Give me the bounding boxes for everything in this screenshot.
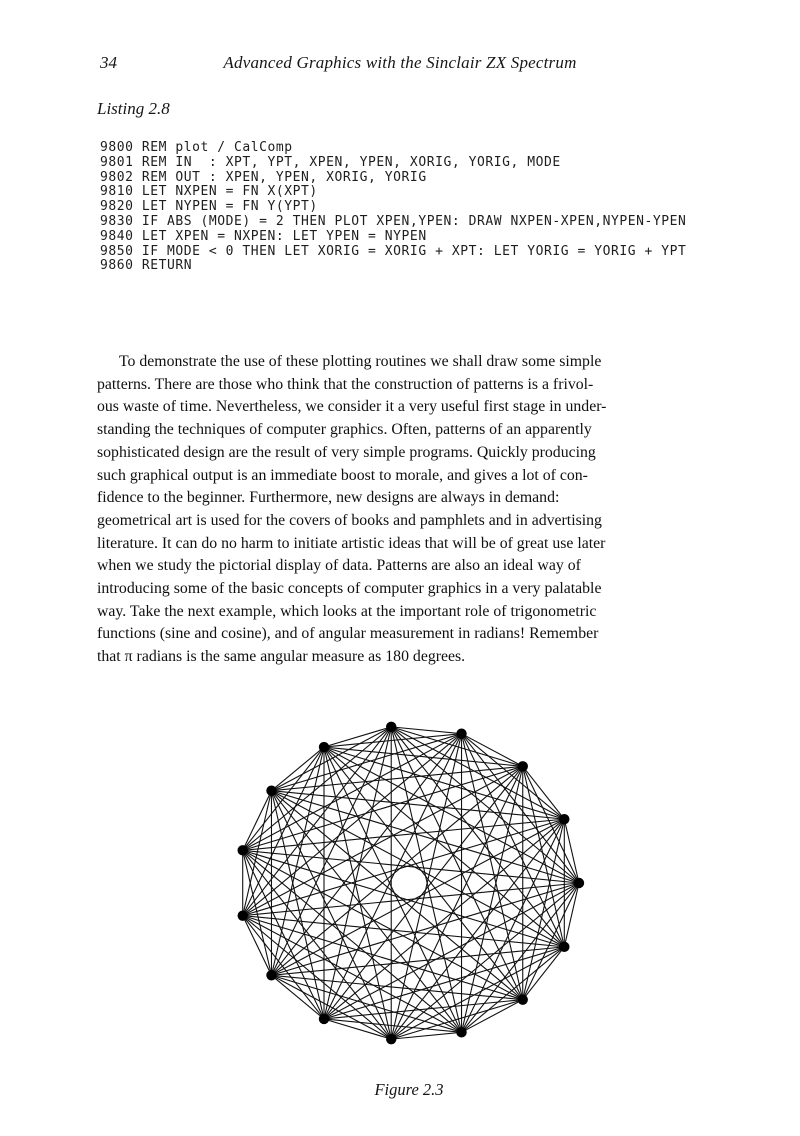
text-line: geometrical art is used for the covers of books and pamphlets and in advertising <box>97 511 602 529</box>
text-line: literature. It can do no harm to initiate artistic ideas that will be of great use later <box>97 534 606 552</box>
text-line: fidence to the beginner. Furthermore, new designs are always in demand: <box>97 489 560 507</box>
text-line: way. Take the next example, which looks at the important role of trigonometric <box>97 602 597 620</box>
figure-caption: Figure 2.3 <box>374 1080 444 1099</box>
text-line: To demonstrate the use of these plotting routines we shall draw some simple <box>119 353 602 370</box>
mystic-rose-pattern-image <box>231 721 587 1047</box>
code-line: 9801 REM IN : XPT, YPT, XPEN, YPEN, XORIG, YORIG, MODE <box>100 154 561 170</box>
listing-heading: Listing 2.8 <box>97 99 170 118</box>
code-line: 9810 LET NXPEN = FN X(XPT) <box>100 184 318 200</box>
text-line: standing the techniques of computer graphics. Often, patterns of an apparently <box>97 421 592 439</box>
code-line: 9850 IF MODE < 0 THEN LET XORIG = XORIG + XPT: LET YORIG = YORIG + YPT <box>100 243 687 259</box>
text-line: ous waste of time. Nevertheless, we consider it a very useful first stage in under- <box>97 398 607 416</box>
basic-code-listing <box>100 141 686 274</box>
code-line: 9840 LET XPEN = NXPEN: LET YPEN = NYPEN <box>100 228 427 244</box>
code-line: 9860 RETURN <box>100 258 193 274</box>
text-line: sophisticated design are the result of very simple programs. Quickly producing <box>97 443 596 461</box>
text-line: such graphical output is an immediate boost to morale, and gives a lot of con- <box>97 466 588 484</box>
body-paragraph <box>97 351 719 669</box>
page-number: 34 <box>100 53 117 72</box>
code-line: 9820 LET NYPEN = FN Y(YPT) <box>100 199 318 215</box>
running-head-title: Advanced Graphics with the Sinclair ZX Spectrum <box>223 53 577 72</box>
text-line: introducing some of the basic concepts of computer graphics in a very palatable <box>97 580 602 598</box>
text-line: patterns. There are those who think that the construction of patterns is a frivol- <box>97 375 594 393</box>
text-line: functions (sine and cosine), and of angular measurement in radians! Remember <box>97 625 599 643</box>
figure-2-3 <box>231 721 587 1047</box>
page-header <box>0 53 800 77</box>
text-line: that π radians is the same angular measure as 180 degrees. <box>97 648 466 666</box>
code-line: 9802 REM OUT : XPEN, YPEN, XORIG, YORIG <box>100 169 427 185</box>
code-line: 9800 REM plot / CalComp <box>100 140 293 155</box>
code-line: 9830 IF ABS (MODE) = 2 THEN PLOT XPEN,YPEN: DRAW NXPEN-XPEN,NYPEN-YPEN <box>100 213 687 229</box>
text-line: when we study the pictorial display of data. Patterns are also an ideal way of <box>97 557 581 575</box>
